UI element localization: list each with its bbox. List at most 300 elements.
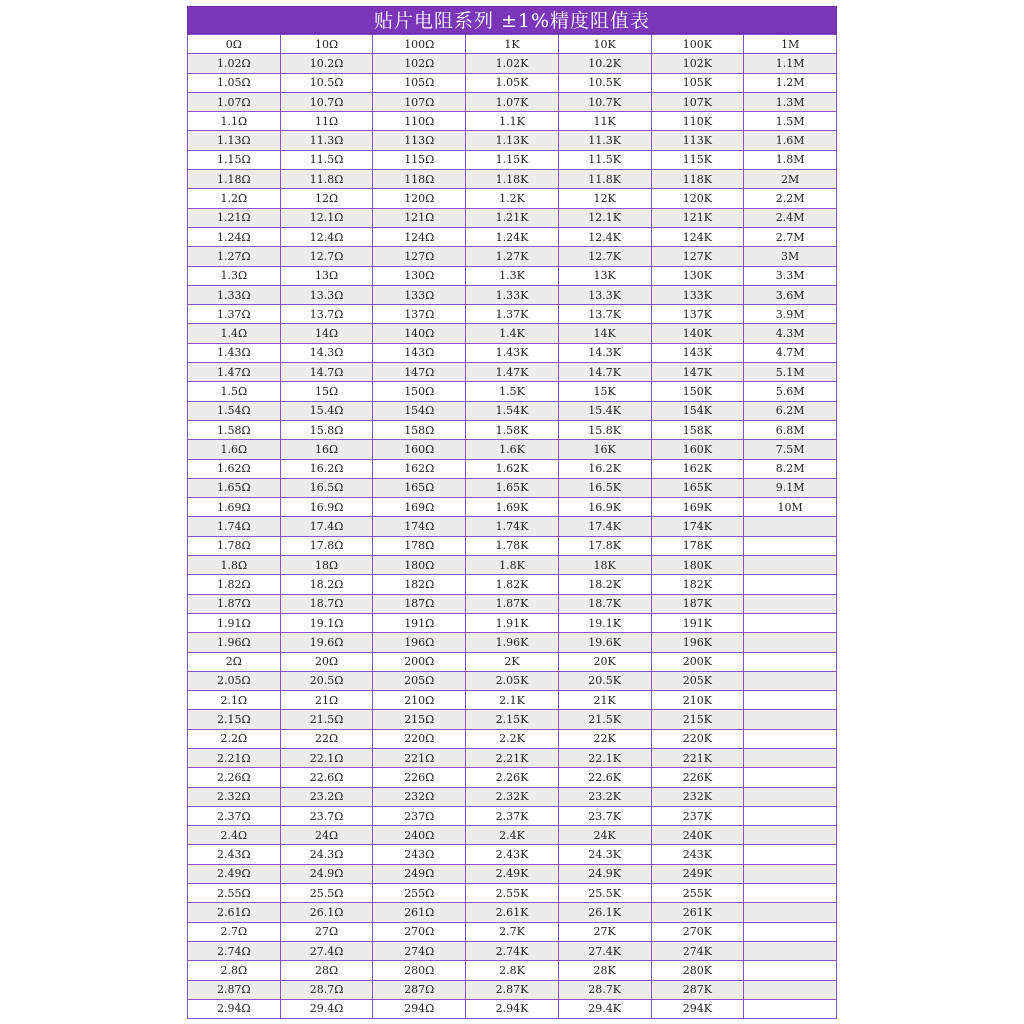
- table-cell: 15.4Ω: [280, 401, 373, 420]
- table-cell: 261Ω: [373, 903, 466, 922]
- table-cell: 1.24K: [466, 227, 559, 246]
- table-cell: 11K: [558, 112, 651, 131]
- table-cell: 2.32Ω: [188, 787, 281, 806]
- table-cell: 13.3K: [558, 285, 651, 304]
- table-cell: 3M: [744, 247, 837, 266]
- table-cell: 29.4Ω: [280, 999, 373, 1018]
- table-cell: 130Ω: [373, 266, 466, 285]
- table-cell: 2.15Ω: [188, 710, 281, 729]
- table-cell: 2.1Ω: [188, 691, 281, 710]
- table-cell: 1.78K: [466, 536, 559, 555]
- table-cell: [744, 556, 837, 575]
- table-row: [188, 35, 837, 54]
- table-cell: 1.21K: [466, 208, 559, 227]
- table-cell: 287K: [651, 980, 744, 999]
- table-row: [188, 498, 837, 517]
- table-cell: 1M: [744, 35, 837, 54]
- table-cell: 13.7Ω: [280, 305, 373, 324]
- table-row: [188, 73, 837, 92]
- table-cell: [744, 613, 837, 632]
- table-cell: [744, 748, 837, 767]
- table-cell: 14.3K: [558, 343, 651, 362]
- table-row: [188, 536, 837, 555]
- table-cell: 294Ω: [373, 999, 466, 1018]
- table-title: 贴片电阻系列 ±1%精度阻值表: [187, 6, 837, 34]
- table-cell: 20.5Ω: [280, 671, 373, 690]
- table-row: [188, 613, 837, 632]
- table-cell: 14Ω: [280, 324, 373, 343]
- table-cell: 1.27Ω: [188, 247, 281, 266]
- table-cell: 13.3Ω: [280, 285, 373, 304]
- table-cell: [744, 806, 837, 825]
- table-cell: 22.1Ω: [280, 748, 373, 767]
- table-cell: [744, 729, 837, 748]
- table-cell: 1.54K: [466, 401, 559, 420]
- table-cell: 20.5K: [558, 671, 651, 690]
- table-cell: 10Ω: [280, 35, 373, 54]
- table-row: [188, 459, 837, 478]
- table-cell: 24.3Ω: [280, 845, 373, 864]
- table-cell: [744, 652, 837, 671]
- table-cell: 158K: [651, 420, 744, 439]
- table-row: [188, 150, 837, 169]
- table-cell: 1.2M: [744, 73, 837, 92]
- table-cell: 1.07Ω: [188, 92, 281, 111]
- table-cell: 1.3M: [744, 92, 837, 111]
- table-cell: [744, 633, 837, 652]
- table-cell: 17.4K: [558, 517, 651, 536]
- table-cell: 243K: [651, 845, 744, 864]
- table-cell: 187K: [651, 594, 744, 613]
- table-cell: 27Ω: [280, 922, 373, 941]
- table-cell: 249Ω: [373, 864, 466, 883]
- table-cell: 140K: [651, 324, 744, 343]
- table-cell: 1.02K: [466, 54, 559, 73]
- table-cell: 26.1K: [558, 903, 651, 922]
- table-cell: 1K: [466, 35, 559, 54]
- table-cell: 1.5M: [744, 112, 837, 131]
- table-cell: 2.15K: [466, 710, 559, 729]
- table-cell: 1.43K: [466, 343, 559, 362]
- table-cell: 191K: [651, 613, 744, 632]
- table-cell: 165Ω: [373, 478, 466, 497]
- table-cell: 22.6K: [558, 768, 651, 787]
- table-cell: 270K: [651, 922, 744, 941]
- table-row: [188, 227, 837, 246]
- table-cell: 215Ω: [373, 710, 466, 729]
- table-cell: 2.4Ω: [188, 826, 281, 845]
- table-cell: 5.6M: [744, 382, 837, 401]
- table-cell: 1.96Ω: [188, 633, 281, 652]
- table-cell: 143Ω: [373, 343, 466, 362]
- table-cell: 1.15K: [466, 150, 559, 169]
- table-row: [188, 420, 837, 439]
- table-row: [188, 729, 837, 748]
- table-cell: 1.69K: [466, 498, 559, 517]
- table-cell: 1.07K: [466, 92, 559, 111]
- table-cell: 105K: [651, 73, 744, 92]
- table-row: [188, 845, 837, 864]
- table-cell: 107K: [651, 92, 744, 111]
- table-cell: 110K: [651, 112, 744, 131]
- table-cell: 16.9K: [558, 498, 651, 517]
- table-cell: 160K: [651, 440, 744, 459]
- table-cell: 19.6K: [558, 633, 651, 652]
- table-cell: 226K: [651, 768, 744, 787]
- table-cell: 4.3M: [744, 324, 837, 343]
- table-cell: 287Ω: [373, 980, 466, 999]
- table-cell: 15.8Ω: [280, 420, 373, 439]
- table-cell: 124Ω: [373, 227, 466, 246]
- table-cell: 162Ω: [373, 459, 466, 478]
- table-cell: [744, 710, 837, 729]
- table-cell: 1.3K: [466, 266, 559, 285]
- table-cell: 2.21Ω: [188, 748, 281, 767]
- table-cell: 1.3Ω: [188, 266, 281, 285]
- table-cell: 9.1M: [744, 478, 837, 497]
- table-cell: 215K: [651, 710, 744, 729]
- table-cell: 1.05K: [466, 73, 559, 92]
- table-cell: 124K: [651, 227, 744, 246]
- table-cell: 1.05Ω: [188, 73, 281, 92]
- table-cell: 11.5Ω: [280, 150, 373, 169]
- table-cell: 21.5Ω: [280, 710, 373, 729]
- table-cell: 3.9M: [744, 305, 837, 324]
- table-cell: [744, 903, 837, 922]
- table-cell: 2.61Ω: [188, 903, 281, 922]
- table-cell: 121Ω: [373, 208, 466, 227]
- table-cell: 232K: [651, 787, 744, 806]
- table-cell: 29.4K: [558, 999, 651, 1018]
- table-cell: 237K: [651, 806, 744, 825]
- table-row: [188, 980, 837, 999]
- table-cell: 274K: [651, 941, 744, 960]
- table-cell: 165K: [651, 478, 744, 497]
- table-row: [188, 633, 837, 652]
- table-cell: 1.91Ω: [188, 613, 281, 632]
- table-cell: 2M: [744, 170, 837, 189]
- table-cell: 17.8K: [558, 536, 651, 555]
- table-cell: 120K: [651, 189, 744, 208]
- table-cell: 1.13K: [466, 131, 559, 150]
- table-cell: 1.69Ω: [188, 498, 281, 517]
- table-cell: 105Ω: [373, 73, 466, 92]
- table-cell: 16.5Ω: [280, 478, 373, 497]
- table-cell: 11.3Ω: [280, 131, 373, 150]
- table-cell: 280K: [651, 961, 744, 980]
- table-cell: 11.8Ω: [280, 170, 373, 189]
- table-row: [188, 922, 837, 941]
- table-cell: 100K: [651, 35, 744, 54]
- table-row: [188, 652, 837, 671]
- table-cell: 16.2K: [558, 459, 651, 478]
- table-cell: 1.1K: [466, 112, 559, 131]
- table-row: [188, 131, 837, 150]
- table-cell: 154Ω: [373, 401, 466, 420]
- table-cell: 178Ω: [373, 536, 466, 555]
- table-cell: 2.32K: [466, 787, 559, 806]
- table-cell: [744, 575, 837, 594]
- table-cell: [744, 884, 837, 903]
- table-cell: 196K: [651, 633, 744, 652]
- table-cell: 1.18Ω: [188, 170, 281, 189]
- table-cell: 1.62Ω: [188, 459, 281, 478]
- table-cell: 1.96K: [466, 633, 559, 652]
- table-cell: 24.9K: [558, 864, 651, 883]
- table-cell: 12Ω: [280, 189, 373, 208]
- table-row: [188, 768, 837, 787]
- table-row: [188, 961, 837, 980]
- table-cell: 3.6M: [744, 285, 837, 304]
- table-cell: 1.87Ω: [188, 594, 281, 613]
- table-cell: 113Ω: [373, 131, 466, 150]
- table-cell: 2Ω: [188, 652, 281, 671]
- table-cell: 2.37Ω: [188, 806, 281, 825]
- table-cell: 102K: [651, 54, 744, 73]
- table-row: [188, 343, 837, 362]
- table-cell: 1.5Ω: [188, 382, 281, 401]
- table-cell: 10.2K: [558, 54, 651, 73]
- table-cell: 1.65K: [466, 478, 559, 497]
- table-cell: 2.7Ω: [188, 922, 281, 941]
- table-cell: 150Ω: [373, 382, 466, 401]
- table-cell: 226Ω: [373, 768, 466, 787]
- table-cell: 16Ω: [280, 440, 373, 459]
- table-cell: 22K: [558, 729, 651, 748]
- table-cell: 2.87K: [466, 980, 559, 999]
- table-cell: 12.1K: [558, 208, 651, 227]
- table-cell: 294K: [651, 999, 744, 1018]
- table-cell: 19.1Ω: [280, 613, 373, 632]
- table-cell: 18Ω: [280, 556, 373, 575]
- table-cell: [744, 691, 837, 710]
- table-cell: 1.6M: [744, 131, 837, 150]
- table-cell: 22Ω: [280, 729, 373, 748]
- table-cell: 182K: [651, 575, 744, 594]
- table-cell: 1.27K: [466, 247, 559, 266]
- table-cell: 220Ω: [373, 729, 466, 748]
- table-cell: 25.5K: [558, 884, 651, 903]
- table-cell: 143K: [651, 343, 744, 362]
- table-cell: 1.58K: [466, 420, 559, 439]
- table-cell: 280Ω: [373, 961, 466, 980]
- table-cell: 2.8Ω: [188, 961, 281, 980]
- table-cell: 1.33Ω: [188, 285, 281, 304]
- resistor-value-table-sheet: [187, 6, 837, 1019]
- table-cell: 1.4K: [466, 324, 559, 343]
- table-cell: 169Ω: [373, 498, 466, 517]
- table-cell: 1.65Ω: [188, 478, 281, 497]
- table-cell: 12.4K: [558, 227, 651, 246]
- table-cell: 180Ω: [373, 556, 466, 575]
- table-cell: 23.2K: [558, 787, 651, 806]
- table-row: [188, 189, 837, 208]
- table-cell: 1.62K: [466, 459, 559, 478]
- table-row: [188, 941, 837, 960]
- table-cell: 18.2K: [558, 575, 651, 594]
- table-cell: 1.37Ω: [188, 305, 281, 324]
- table-cell: 221Ω: [373, 748, 466, 767]
- table-cell: 15.8K: [558, 420, 651, 439]
- table-cell: 18.7K: [558, 594, 651, 613]
- table-cell: 1.13Ω: [188, 131, 281, 150]
- table-row: [188, 806, 837, 825]
- table-cell: 21Ω: [280, 691, 373, 710]
- table-cell: 2.21K: [466, 748, 559, 767]
- table-row: [188, 691, 837, 710]
- table-cell: 127Ω: [373, 247, 466, 266]
- table-row: [188, 324, 837, 343]
- table-cell: [744, 787, 837, 806]
- table-cell: 28K: [558, 961, 651, 980]
- table-cell: 3.3M: [744, 266, 837, 285]
- table-cell: 200Ω: [373, 652, 466, 671]
- table-cell: 8.2M: [744, 459, 837, 478]
- table-cell: 10.2Ω: [280, 54, 373, 73]
- table-cell: 140Ω: [373, 324, 466, 343]
- table-cell: [744, 845, 837, 864]
- table-cell: 107Ω: [373, 92, 466, 111]
- table-cell: [744, 594, 837, 613]
- table-cell: 270Ω: [373, 922, 466, 941]
- table-cell: 14.7K: [558, 363, 651, 382]
- table-cell: 24.3K: [558, 845, 651, 864]
- table-cell: [744, 517, 837, 536]
- table-cell: 1.58Ω: [188, 420, 281, 439]
- table-cell: 210Ω: [373, 691, 466, 710]
- table-cell: 2.7M: [744, 227, 837, 246]
- table-cell: 16.2Ω: [280, 459, 373, 478]
- table-cell: 205K: [651, 671, 744, 690]
- table-cell: 11.5K: [558, 150, 651, 169]
- table-cell: 200K: [651, 652, 744, 671]
- table-row: [188, 710, 837, 729]
- table-row: [188, 478, 837, 497]
- table-cell: 12K: [558, 189, 651, 208]
- table-cell: 6.8M: [744, 420, 837, 439]
- table-cell: 2.61K: [466, 903, 559, 922]
- table-cell: 7.5M: [744, 440, 837, 459]
- table-cell: 147K: [651, 363, 744, 382]
- table-row: [188, 748, 837, 767]
- table-cell: 1.6K: [466, 440, 559, 459]
- table-cell: 11Ω: [280, 112, 373, 131]
- table-cell: 20K: [558, 652, 651, 671]
- table-cell: 23.7K: [558, 806, 651, 825]
- table-cell: 24K: [558, 826, 651, 845]
- table-cell: 17.8Ω: [280, 536, 373, 555]
- table-cell: 174K: [651, 517, 744, 536]
- table-cell: 1.1Ω: [188, 112, 281, 131]
- table-row: [188, 208, 837, 227]
- table-cell: 1.87K: [466, 594, 559, 613]
- table-cell: 1.8Ω: [188, 556, 281, 575]
- table-cell: 255K: [651, 884, 744, 903]
- table-cell: 2.05Ω: [188, 671, 281, 690]
- table-cell: 130K: [651, 266, 744, 285]
- table-cell: 12.4Ω: [280, 227, 373, 246]
- table-cell: 5.1M: [744, 363, 837, 382]
- table-cell: 1.37K: [466, 305, 559, 324]
- table-cell: 13.7K: [558, 305, 651, 324]
- table-cell: 113K: [651, 131, 744, 150]
- table-cell: 4.7M: [744, 343, 837, 362]
- table-cell: 137K: [651, 305, 744, 324]
- table-cell: 243Ω: [373, 845, 466, 864]
- table-cell: 26.1Ω: [280, 903, 373, 922]
- table-cell: 25.5Ω: [280, 884, 373, 903]
- table-cell: 14.3Ω: [280, 343, 373, 362]
- table-cell: 221K: [651, 748, 744, 767]
- table-cell: 120Ω: [373, 189, 466, 208]
- table-cell: 18.2Ω: [280, 575, 373, 594]
- table-cell: 1.02Ω: [188, 54, 281, 73]
- table-cell: 1.54Ω: [188, 401, 281, 420]
- table-row: [188, 575, 837, 594]
- table-cell: [744, 536, 837, 555]
- table-cell: 23.2Ω: [280, 787, 373, 806]
- table-cell: 11.8K: [558, 170, 651, 189]
- table-cell: [744, 980, 837, 999]
- table-cell: 10.5K: [558, 73, 651, 92]
- table-cell: 2.94Ω: [188, 999, 281, 1018]
- table-cell: 210K: [651, 691, 744, 710]
- table-cell: 28.7Ω: [280, 980, 373, 999]
- table-cell: 1.24Ω: [188, 227, 281, 246]
- table-cell: 169K: [651, 498, 744, 517]
- table-cell: 28Ω: [280, 961, 373, 980]
- table-cell: 1.91K: [466, 613, 559, 632]
- table-cell: 12.1Ω: [280, 208, 373, 227]
- table-cell: 15Ω: [280, 382, 373, 401]
- table-row: [188, 112, 837, 131]
- table-cell: 12.7K: [558, 247, 651, 266]
- table-cell: 1.4Ω: [188, 324, 281, 343]
- table-row: [188, 884, 837, 903]
- table-cell: 240K: [651, 826, 744, 845]
- table-cell: 240Ω: [373, 826, 466, 845]
- table-cell: 2.94K: [466, 999, 559, 1018]
- table-row: [188, 247, 837, 266]
- table-row: [188, 999, 837, 1018]
- table-cell: [744, 671, 837, 690]
- table-cell: 118K: [651, 170, 744, 189]
- table-row: [188, 266, 837, 285]
- table-cell: 16.9Ω: [280, 498, 373, 517]
- table-cell: 2.49Ω: [188, 864, 281, 883]
- table-row: [188, 401, 837, 420]
- table-cell: 0Ω: [188, 35, 281, 54]
- table-cell: 2.2M: [744, 189, 837, 208]
- table-cell: 2.2K: [466, 729, 559, 748]
- table-row: [188, 517, 837, 536]
- table-cell: 180K: [651, 556, 744, 575]
- table-cell: 160Ω: [373, 440, 466, 459]
- table-cell: 274Ω: [373, 941, 466, 960]
- table-row: [188, 787, 837, 806]
- table-cell: 162K: [651, 459, 744, 478]
- table-cell: 1.6Ω: [188, 440, 281, 459]
- table-row: [188, 594, 837, 613]
- table-cell: 27.4K: [558, 941, 651, 960]
- table-row: [188, 305, 837, 324]
- table-cell: 220K: [651, 729, 744, 748]
- table-cell: 24Ω: [280, 826, 373, 845]
- table-cell: 15.4K: [558, 401, 651, 420]
- table-row: [188, 556, 837, 575]
- table-row: [188, 92, 837, 111]
- table-cell: 27.4Ω: [280, 941, 373, 960]
